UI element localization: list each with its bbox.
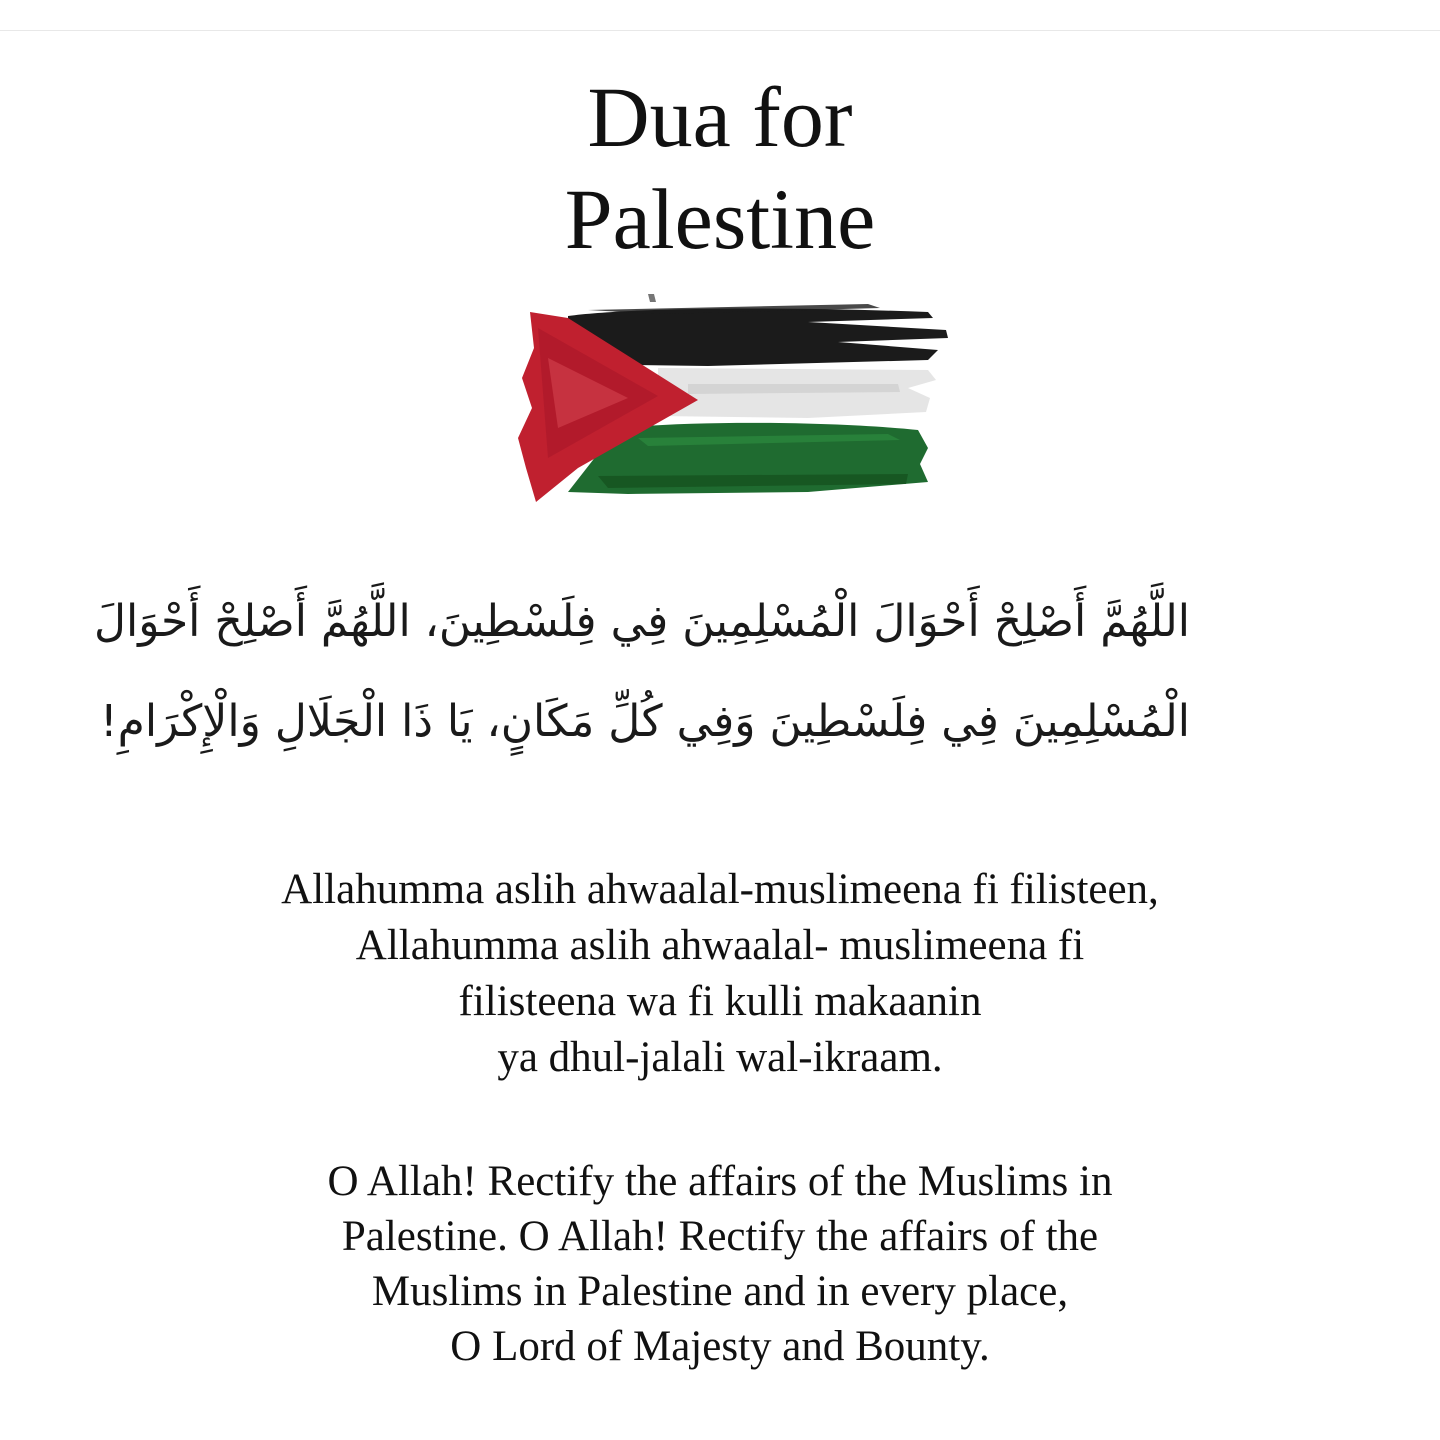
translation-line-3: Muslims in Palestine and in every place, <box>371 1268 1069 1315</box>
transliteration-line-4: ya dhul-jalali wal-ikraam. <box>497 1034 943 1081</box>
translation-line-4: O Lord of Majesty and Bounty. <box>450 1323 990 1370</box>
arabic-dua <box>94 572 1190 772</box>
transliteration-line-1: Allahumma aslih ahwaalal-muslimeena fi filisteen, <box>281 866 1159 913</box>
translation-line-2: Palestine. O Allah! Rectify the affairs of the <box>341 1213 1099 1260</box>
english-translation <box>0 1154 1440 1374</box>
title-line-2: Palestine <box>564 171 876 267</box>
palestine-flag-icon <box>508 288 958 510</box>
transliteration <box>0 862 1440 1086</box>
title-line-1: Dua for <box>587 69 853 165</box>
arabic-line-1: اللَّهُمَّ أَصْلِحْ أَحْوَالَ الْمُسْلِمِينَ فِي فِلَسْطِينَ، اللَّهُمَّ أَصْلِحْ أَحْوَالَ <box>94 596 1190 647</box>
page-title <box>0 66 1440 270</box>
transliteration-line-2: Allahumma aslih ahwaalal- muslimeena fi <box>355 922 1085 969</box>
transliteration-line-3: filisteena wa fi kulli makaanin <box>458 978 982 1025</box>
top-divider <box>0 30 1440 31</box>
translation-line-1: O Allah! Rectify the affairs of the Muslims in <box>327 1158 1113 1205</box>
arabic-line-2: الْمُسْلِمِينَ فِي فِلَسْطِينَ وَفِي كُلِّ مَكَانٍ، يَا ذَا الْجَلَالِ وَالْإِكْرَامِ! <box>99 696 1190 747</box>
